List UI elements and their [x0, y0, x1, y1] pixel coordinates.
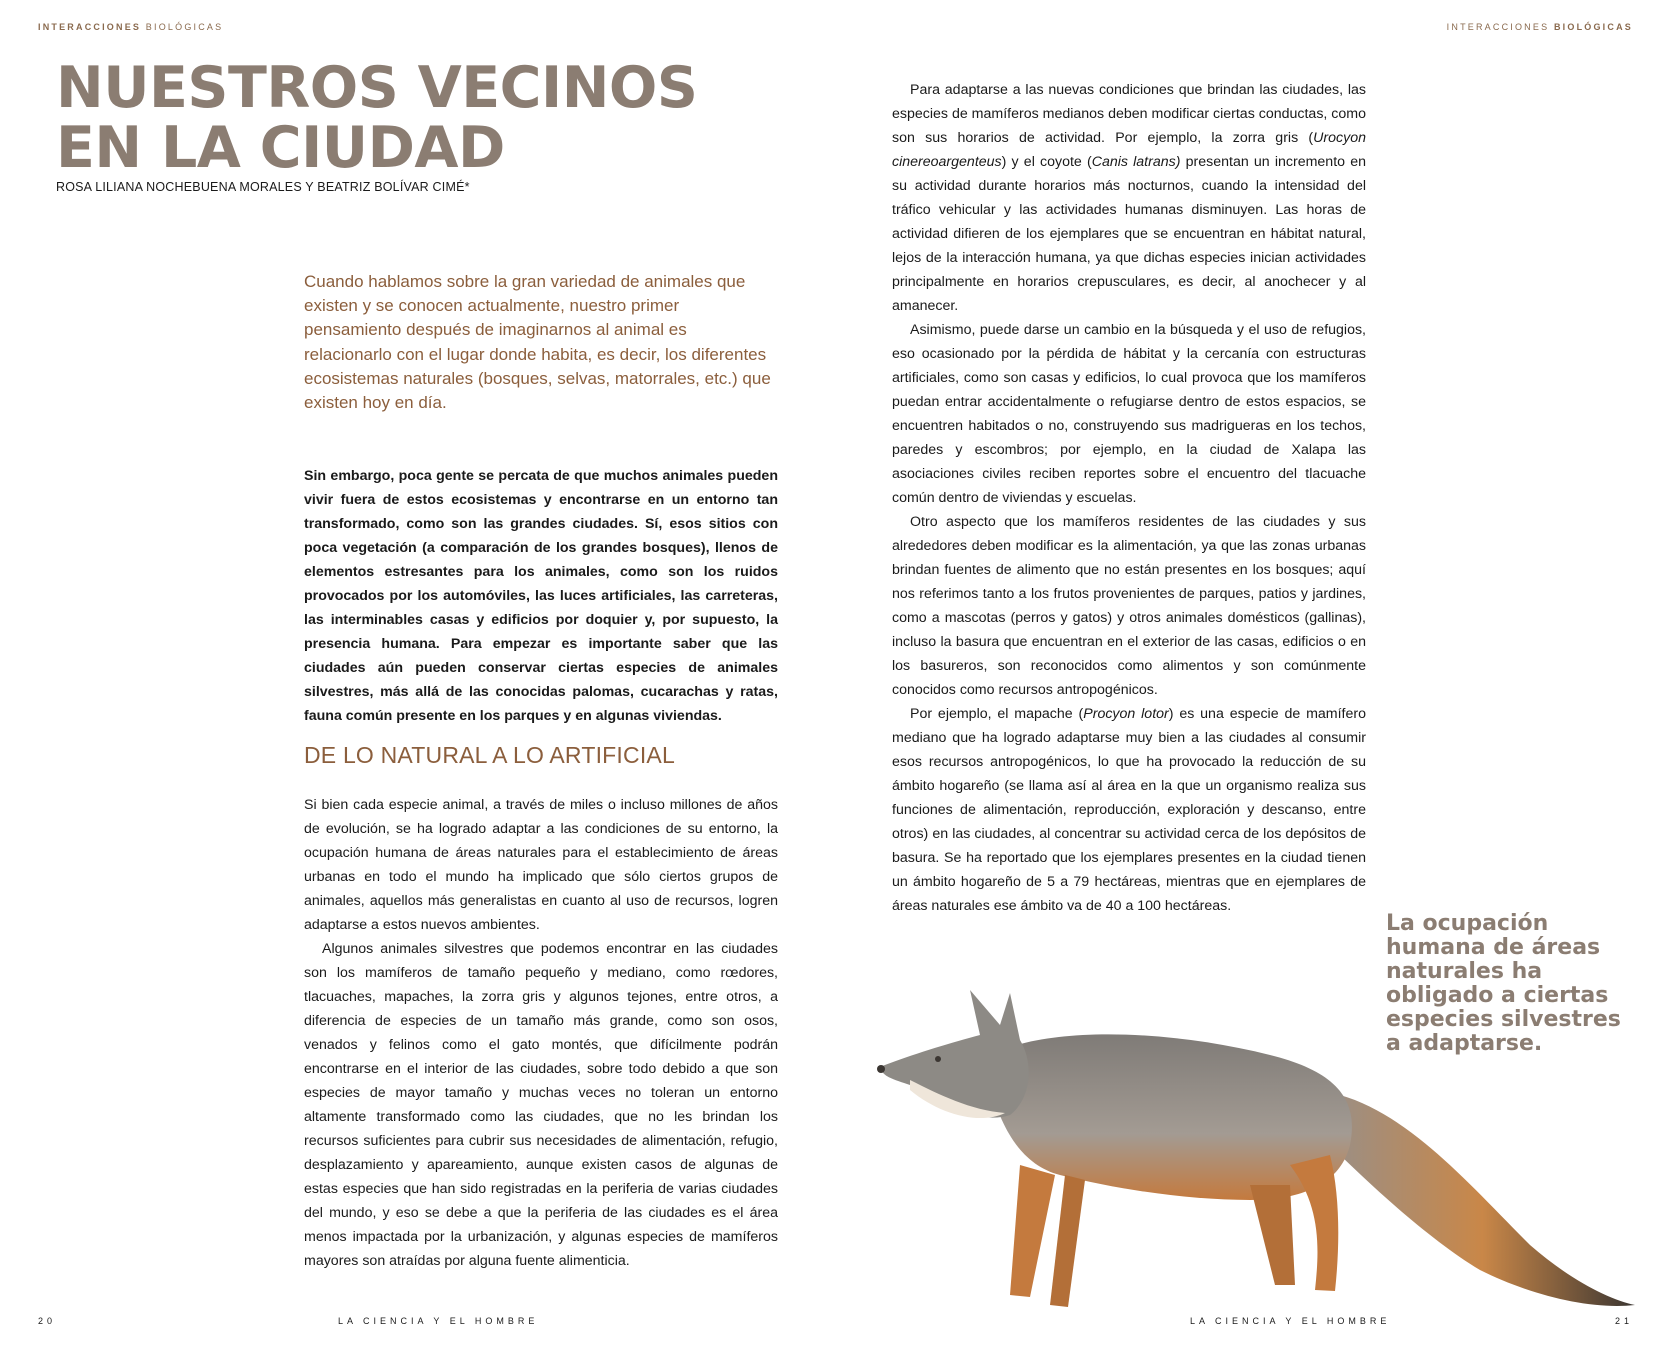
section-heading: DE LO NATURAL A LO ARTIFICIAL: [304, 742, 675, 768]
body-paragraph: Otro aspecto que los mamíferos residentes de las ciudades y sus alrededores deben modificar es la alimentación, ya que las zonas urbanas brindan fuentes de alimento que no están presentes en los bosques; aquí nos referimos tanto a los frutos provenientes de parques, patios y jardines, como a mascotas (perros y gatos) y otros animales domésticos (gallinas), incluso la basura que encuentran en el exterior de las casas, edificios o en los basureros, son reconocidos como alimentos y son comúnmente conocidos como recursos antropogénicos.: [892, 514, 1366, 698]
body-paragraph: Asimismo, puede darse un cambio en la búsqueda y el uso de refugios, eso ocasionado por la pérdida de hábitat y la cercanía con estructuras artificiales, como son casas y edificios, lo cual provoca que los mamíferos puedan entrar accidentalmente o refugiarse dentro de estos espacios, se encuentren habitados o no, construyendo sus madrigueras en los techos, paredes y escombros; por ejemplo, en la ciudad de Xalapa las asociaciones civiles reciben reportes sobre el encuentro del tlacuache común dentro de viviendas y escuelas.: [892, 322, 1366, 506]
text-run: Para adaptarse a las nuevas condiciones que brindan las ciudades, las especies de mamíferos medianos deben modificar ciertas conductas, como son sus horarios de actividad. Por ejemplo, la zorra gris (: [892, 82, 1366, 146]
page-number-left: 20: [38, 1316, 57, 1326]
species-name: Canis latrans): [1091, 154, 1181, 170]
magazine-name-right: LA CIENCIA Y EL HOMBRE: [1190, 1316, 1391, 1326]
text-run: Por ejemplo, el mapache (: [910, 706, 1084, 722]
article-title: NUESTROS VECINOS EN LA CIUDAD: [56, 55, 698, 181]
article-lede: Cuando hablamos sobre la gran variedad de animales que existen y se conocen actualmente, nuestro primer pensamiento después de imaginarnos al animal es relacionarlo con el lugar donde habita, es decir, los diferentes ecosistemas naturales (bosques, selvas, matorrales, etc.) que existen hoy en día.: [304, 272, 771, 413]
magazine-name-left: LA CIENCIA Y EL HOMBRE: [338, 1316, 539, 1326]
pull-quote: La ocupación humana de áreas naturales ha obligado a ciertas especies silvestres a adaptarse.: [1386, 911, 1621, 1056]
page-number-right: 21: [1614, 1316, 1633, 1326]
text-run: ) y el coyote (: [1001, 154, 1092, 170]
intro-text: Sin embargo, poca gente se percata de que muchos animales pueden vivir fuera de estos ecosistemas y encontrarse en un entorno tan transformado, como son las grandes ciudades. Sí, esos sitios con poca vegetación (a comparación de los grandes bosques), llenos de elementos estresantes para los animales, como son los ruidos provocados por los automóviles, las luces artificiales, las carreteras, las interminables casas y edificios por doquier y, por supuesto, la presencia humana. Para empezar es importante saber que las ciudades aún pueden conservar ciertas especies de animales silvestres, más allá de las conocidas palomas, cucarachas y ratas, fauna común presente en los parques y en algunas viviendas.: [304, 468, 778, 724]
running-head-left-bold: INTERACCIONES: [38, 22, 142, 32]
article-authors: ROSA LILIANA NOCHEBUENA MORALES Y BEATRIZ BOLÍVAR CIMÉ*: [56, 180, 470, 194]
fox-eye: [935, 1056, 941, 1062]
fox-front-leg-2: [1050, 1175, 1085, 1307]
text-run: presentan un incremento en su actividad durante horarios más nocturnos, cuando la intensidad del tráfico vehicular y las actividades humanas disminuyen. Las horas de actividad difieren de los ejemplares que se encuentran en hábitat natural, lejos de la interacción humana, ya que dichas especies inician actividades principalmente en horarios crepusculares, es decir, al anochecer y al amanecer.: [892, 154, 1366, 314]
fox-front-leg: [1010, 1165, 1055, 1297]
fox-nose: [877, 1065, 885, 1073]
body-paragraph: Algunos animales silvestres que podemos encontrar en las ciudades son los mamíferos de tamaño pequeño y mediano, como rœdores, tlacuaches, mapaches, la zorra gris y algunos tejones, entre otros, a diferencia de especies de un tamaño más grande, como son osos, venados y felinos como el gato montés, que difícilmente podrán encontrarse en el interior de las ciudades, sobre todo debido a que son especies de mayor tamaño y muchas veces no toleran un entorno altamente transformado como las ciudades, que no les brindan los recursos suficientes para cubrir sus necesidades de alimentación, refugio, desplazamiento y apareamiento, aunque existen casos de algunas de estas especies que han sido registradas en la periferia de varias ciudades del mundo, y eso se debe a que la periferia de las ciudades es el área menos impactada por la urbanización, y algunas especies de mamíferos mayores son atraídas por alguna fuente alimenticia.: [304, 941, 778, 1269]
fox-hind-leg-2: [1290, 1155, 1338, 1291]
fox-head: [880, 990, 1029, 1118]
body-paragraph: [892, 78, 1366, 318]
intro-paragraph: [304, 464, 778, 728]
fox-hind-leg: [1250, 1185, 1295, 1285]
running-head-left: [38, 22, 223, 32]
gray-fox-illustration: [870, 985, 1640, 1320]
fox-tail: [1330, 1095, 1635, 1306]
running-head-left-rest: BIOLÓGICAS: [141, 22, 224, 32]
text-run: ) es una especie de mamífero mediano que ha logrado adaptarse muy bien a las ciudades al consumir esos recursos antropogénicos, lo que ha provocado la reducción de su ámbito hogareño (se llama así al área en la que un organismo realiza sus funciones de alimentación, reproducción, exploración y descanso, entre otros) en las ciudades, al concentrar su actividad cerca de los depósitos de basura. Se ha reportado que los ejemplares presentes en la ciudad tienen un ámbito hogareño de 5 a 79 hectáreas, mientras que en ejemplares de áreas naturales ese ámbito va de 40 a 100 hectáreas.: [892, 706, 1366, 914]
running-head-right: [1447, 22, 1633, 32]
right-body-column: [892, 78, 1366, 918]
species-name: Urocyon cinereoargenteus: [892, 130, 1366, 170]
body-paragraph: Si bien cada especie animal, a través de miles o incluso millones de años de evolución, se ha logrado adaptar a las condiciones de su entorno, la ocupación humana de áreas naturales para el establecimiento de áreas urbanas en todo el mundo ha implicado que sólo ciertos grupos de animales, aquellos más generalistas en cuanto al uso de recursos, logren adaptarse a estos nuevos ambientes.: [304, 797, 778, 933]
left-body-column: [304, 793, 778, 1273]
body-paragraph: [892, 702, 1366, 918]
species-name: Procyon lotor: [1083, 706, 1169, 722]
running-head-right-rest: INTERACCIONES: [1446, 22, 1554, 32]
running-head-right-bold: BIOLÓGICAS: [1553, 22, 1633, 32]
